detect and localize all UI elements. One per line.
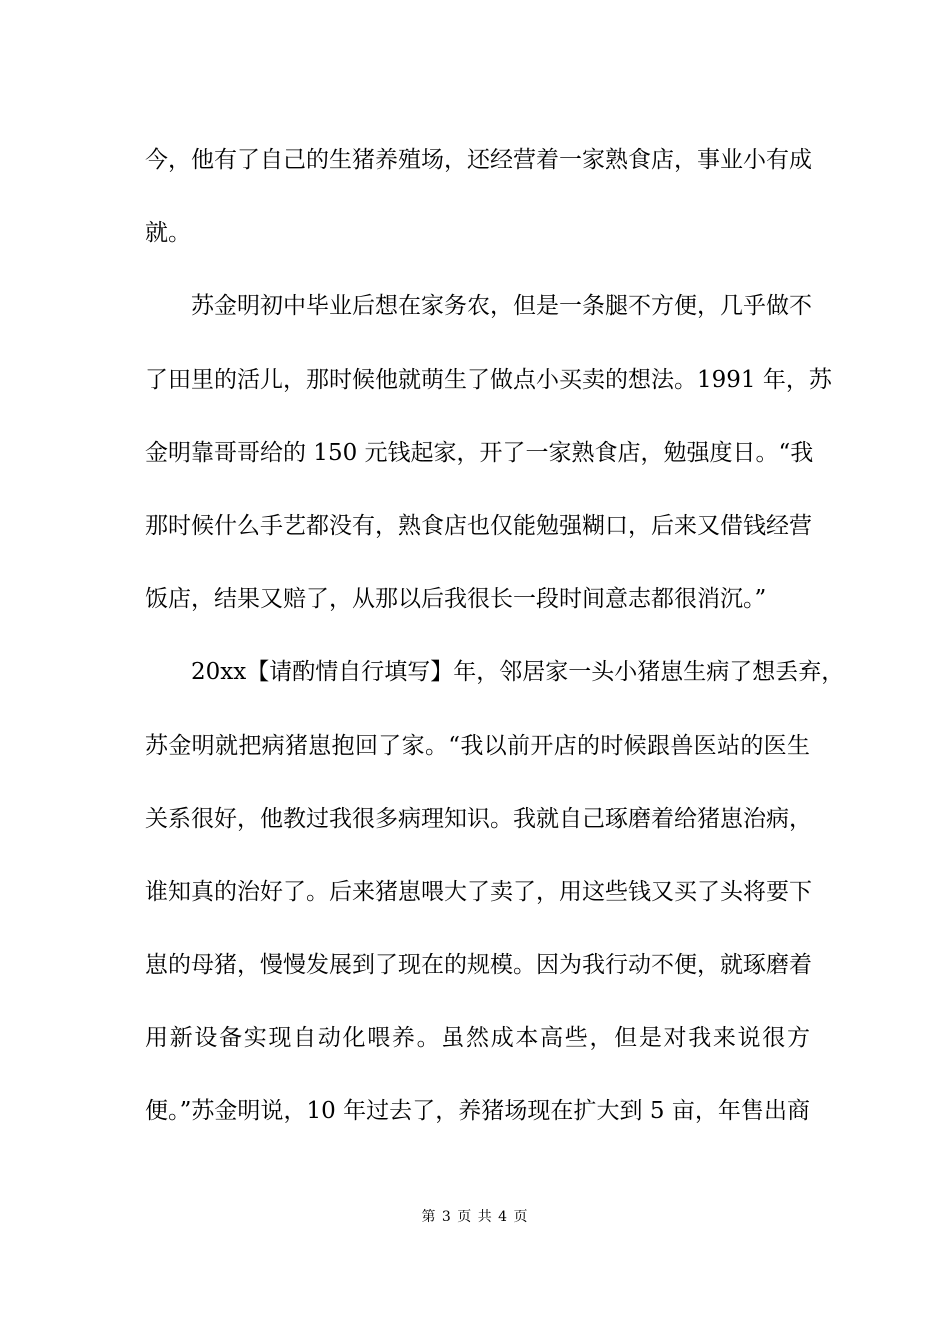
body-text (145, 124, 845, 1149)
text-line: 饭店，结果又赔了，从那以后我很长一段时间意志都很消沉。” (145, 586, 767, 613)
paragraph-start-line: 20xx【请酌情自行填写】年，邻居家一头小猪崽生病了想丢弃， (191, 659, 845, 686)
text-line: 崽的母猪，慢慢发展到了现在的规模。因为我行动不便，就琢磨着 (145, 952, 812, 979)
text-line: 谁知真的治好了。后来猪崽喂大了卖了，用这些钱又买了头将要下 (145, 878, 812, 905)
text-line: 就。 (145, 220, 191, 247)
text-line: 便。”苏金明说，10 年过去了，养猪场现在扩大到 5 亩，年售出商 (145, 1098, 810, 1125)
page-number-footer: 第 3 页 共 4 页 (421, 1209, 529, 1225)
text-line: 那时候什么手艺都没有，熟食店也仅能勉强糊口，后来又借钱经营 (145, 512, 812, 539)
paragraph-start-line: 苏金明初中毕业后想在家务农，但是一条腿不方便，几乎做不 (191, 293, 812, 320)
text-line: 苏金明就把病猪崽抱回了家。“我以前开店的时候跟兽医站的医生 (145, 732, 810, 759)
text-line: 关系很好，他教过我很多病理知识。我就自己琢磨着给猪崽治病， (145, 805, 812, 832)
text-line: 今，他有了自己的生猪养殖场，还经营着一家熟食店，事业小有成 (145, 147, 812, 173)
text-line: 了田里的活儿，那时候他就萌生了做点小买卖的想法。1991 年，苏 (145, 366, 832, 393)
text-line: 金明靠哥哥给的 150 元钱起家，开了一家熟食店，勉强度日。“我 (145, 439, 814, 466)
text-line: 用新设备实现自动化喂养。虽然成本高些，但是对我来说很方 (145, 1025, 810, 1052)
